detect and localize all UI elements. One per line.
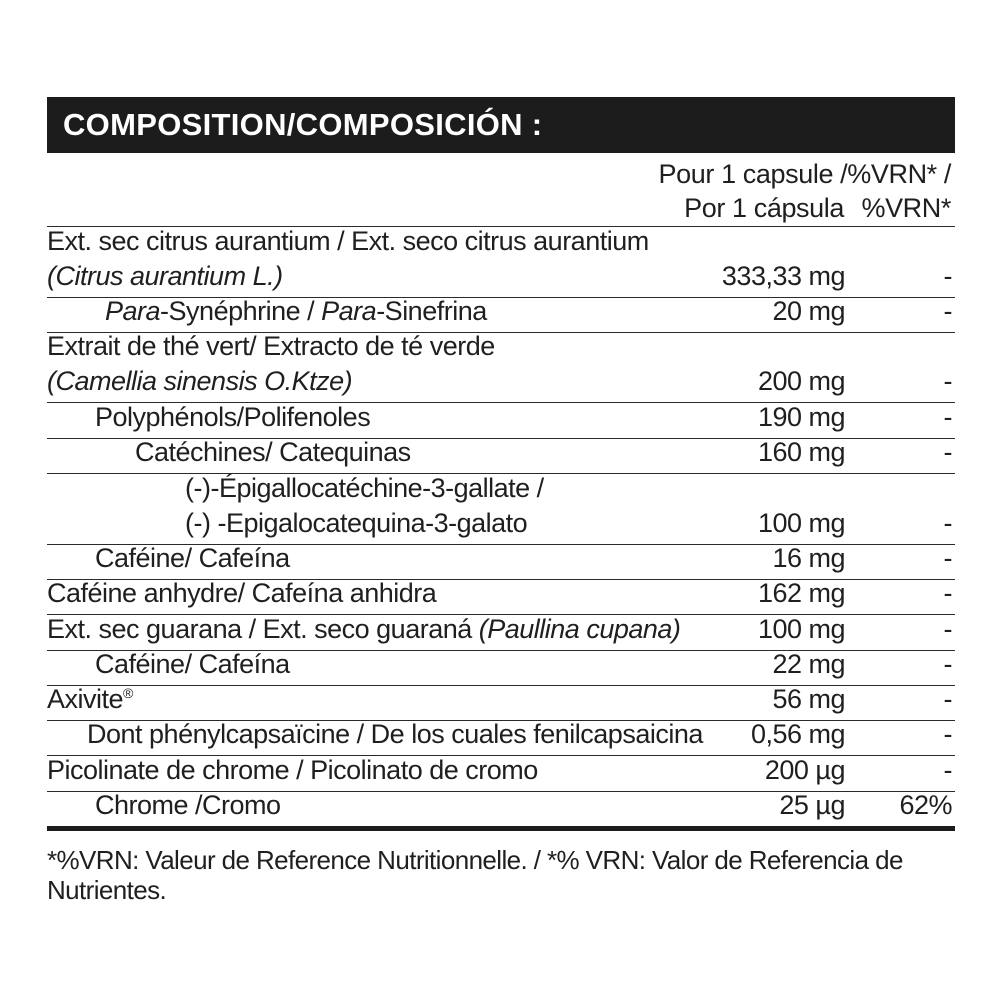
- table-row: [47, 615, 955, 650]
- table-row: [47, 227, 955, 298]
- ingredient-vrn: -: [943, 507, 952, 538]
- registered-mark: ®: [123, 685, 133, 702]
- ingredient-vrn: -: [943, 719, 952, 750]
- ingredient-name: (-)-Épigallocatéchine-3-gallate / (-) -Epigalocatequina-3-galato: [185, 472, 544, 538]
- ingredient-name: Extrait de thé vert/ Extracto de té verde (Camellia sinensis O.Ktze): [47, 331, 495, 397]
- ingredient-name: Ext. sec guarana / Ext. seco guaraná (Paullina cupana): [47, 613, 681, 644]
- ingredient-vrn: -: [943, 366, 952, 397]
- ingredient-quantity: 16 mg: [772, 542, 845, 573]
- ingredient-name: Caféine anhydre/ Cafeína anhidra: [47, 578, 437, 609]
- ingredient-quantity: 20 mg: [772, 295, 845, 326]
- table-row: [47, 403, 955, 438]
- ingredient-quantity: 190 mg: [757, 401, 845, 432]
- ingredient-vrn: -: [943, 648, 952, 679]
- table-row: [47, 474, 955, 545]
- table-row: [47, 721, 955, 756]
- ingredient-quantity: 200 mg: [757, 366, 845, 397]
- composition-title: COMPOSITION/COMPOSICIÓN :: [47, 97, 955, 153]
- ingredient-name: Caféine/ Cafeína: [95, 542, 290, 573]
- table-row: [47, 756, 955, 791]
- table-row: [47, 439, 955, 474]
- column-header-quantity: Por 1 cápsula: [684, 193, 844, 223]
- ingredient-quantity: 200 µg: [764, 754, 845, 785]
- composition-panel: [47, 97, 955, 831]
- ingredient-quantity: 56 mg: [772, 684, 845, 715]
- ingredient-name: Polyphénols/Polifenoles: [95, 401, 371, 432]
- ingredient-vrn: -: [943, 542, 952, 573]
- column-header-vrn: %VRN*: [861, 193, 951, 223]
- ingredient-vrn: 62%: [899, 789, 952, 820]
- table-row: [47, 789, 955, 831]
- table-row: [47, 686, 955, 721]
- ingredient-vrn: -: [943, 613, 952, 644]
- ingredient-quantity: 22 mg: [772, 648, 845, 679]
- table-row: [47, 295, 955, 333]
- ingredient-vrn: -: [943, 437, 952, 468]
- table-row: [47, 580, 955, 615]
- ingredient-name: Dont phénylcapsaïcine / De los cuales fenilcapsaicina: [87, 719, 703, 750]
- vrn-footnote: *%VRN: Valeur de Reference Nutritionnelle. / *% VRN: Valor de Referencia de Nutrientes.: [47, 845, 903, 905]
- column-header-line1: Pour 1 capsule /%VRN* /: [658, 159, 951, 189]
- ingredient-vrn: -: [943, 401, 952, 432]
- ingredient-quantity: 160 mg: [757, 437, 845, 468]
- ingredient-name: Para-Synéphrine / Para-Sinefrina: [105, 295, 487, 326]
- ingredient-name: Picolinate de chrome / Picolinato de cromo: [47, 754, 538, 785]
- ingredient-vrn: -: [943, 754, 952, 785]
- ingredient-quantity: 162 mg: [757, 578, 845, 609]
- table-row: [47, 333, 955, 404]
- ingredient-vrn: -: [943, 684, 952, 715]
- ingredient-vrn: -: [943, 295, 952, 326]
- ingredient-name: Ext. sec citrus aurantium / Ext. seco citrus aurantium (Citrus aurantium L.): [47, 225, 649, 291]
- ingredient-name: Axivite®: [47, 684, 133, 715]
- ingredient-quantity: 25 µg: [779, 789, 845, 820]
- ingredient-quantity: 0,56 mg: [750, 719, 845, 750]
- ingredient-quantity: 100 mg: [757, 613, 845, 644]
- ingredient-vrn: -: [943, 578, 952, 609]
- ingredient-name: Caféine/ Cafeína: [95, 648, 290, 679]
- table-row: [47, 542, 955, 580]
- ingredient-name: Chrome /Cromo: [95, 789, 281, 820]
- ingredient-vrn: -: [943, 260, 952, 291]
- table-row: [47, 648, 955, 686]
- ingredient-quantity: 100 mg: [757, 507, 845, 538]
- ingredient-name: Catéchines/ Catequinas: [135, 437, 411, 468]
- column-header: [47, 153, 955, 227]
- ingredient-quantity: 333,33 mg: [721, 260, 845, 291]
